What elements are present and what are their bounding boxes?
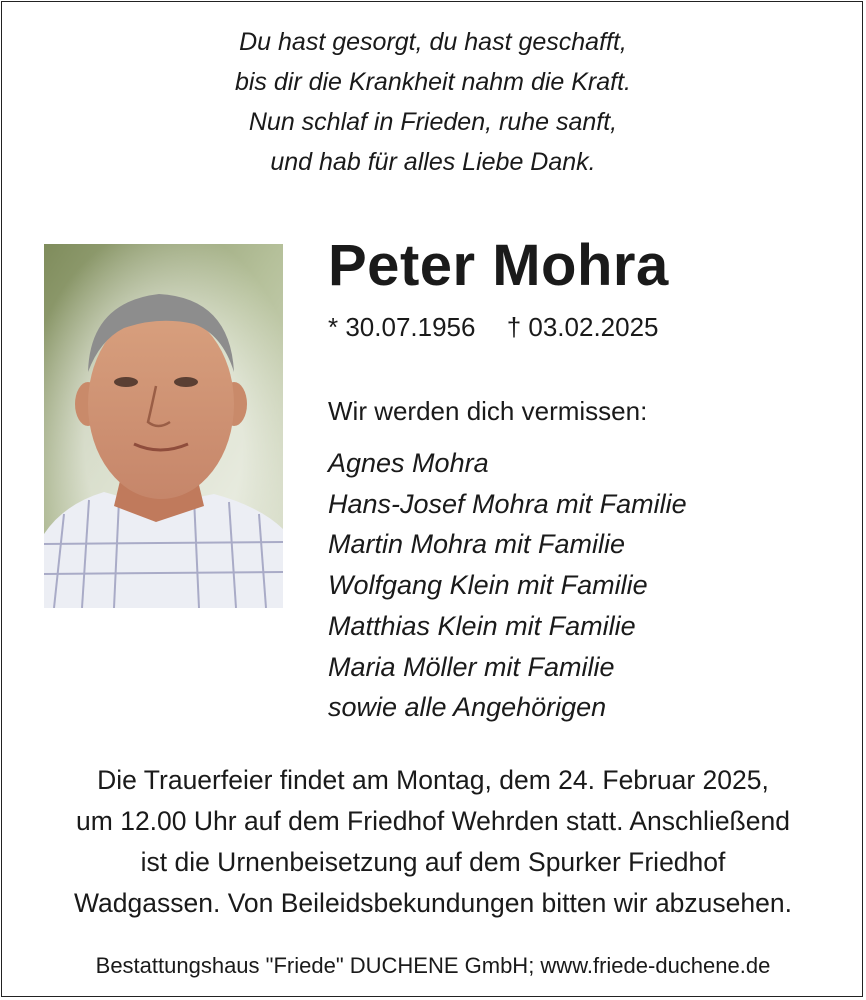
poem-line: Nun schlaf in Frieden, ruhe sanft, — [248, 108, 618, 136]
poem-line: und hab für alles Liebe Dank. — [270, 148, 596, 176]
ceremony-info — [0, 760, 866, 924]
mourner-name: Matthias Klein mit Familie — [328, 610, 636, 641]
mourner-name: Agnes Mohra — [328, 448, 489, 478]
mourner-name: Hans-Josef Mohra mit Familie — [328, 488, 687, 519]
poem-line: Du hast gesorgt, du hast geschafft, — [239, 28, 627, 56]
portrait-photo — [44, 244, 283, 608]
mourner-name: Wolfgang Klein mit Familie — [328, 570, 648, 601]
ceremony-line: Wadgassen. Von Beileidsbekundungen bitten wir abzusehen. — [74, 888, 792, 918]
poem-line: bis dir die Krankheit nahm die Kraft. — [234, 68, 632, 96]
poem — [0, 22, 866, 182]
mourning-intro: Wir werden dich vermissen: — [328, 396, 648, 426]
birth-date: * 30.07.1956 — [328, 312, 476, 342]
mourner-name: Maria Möller mit Familie — [328, 651, 615, 682]
mourner-name: Martin Mohra mit Familie — [328, 529, 626, 560]
mourners-list — [328, 443, 687, 728]
ceremony-line: ist die Urnenbeisetzung auf dem Spurker Friedhof — [140, 847, 726, 877]
death-date: † 03.02.2025 — [506, 312, 659, 342]
deceased-name: Peter Mohra — [328, 233, 669, 298]
ceremony-line: um 12.00 Uhr auf dem Friedhof Wehrden statt. Anschließend — [76, 806, 790, 836]
life-dates — [328, 312, 659, 343]
funeral-home-footer: Bestattungshaus "Friede" DUCHENE GmbH; www.friede-duchene.de — [95, 953, 771, 978]
ceremony-line: Die Trauerfeier findet am Montag, dem 24. Februar 2025, — [97, 765, 769, 795]
mourner-name: sowie alle Angehörigen — [328, 692, 607, 723]
